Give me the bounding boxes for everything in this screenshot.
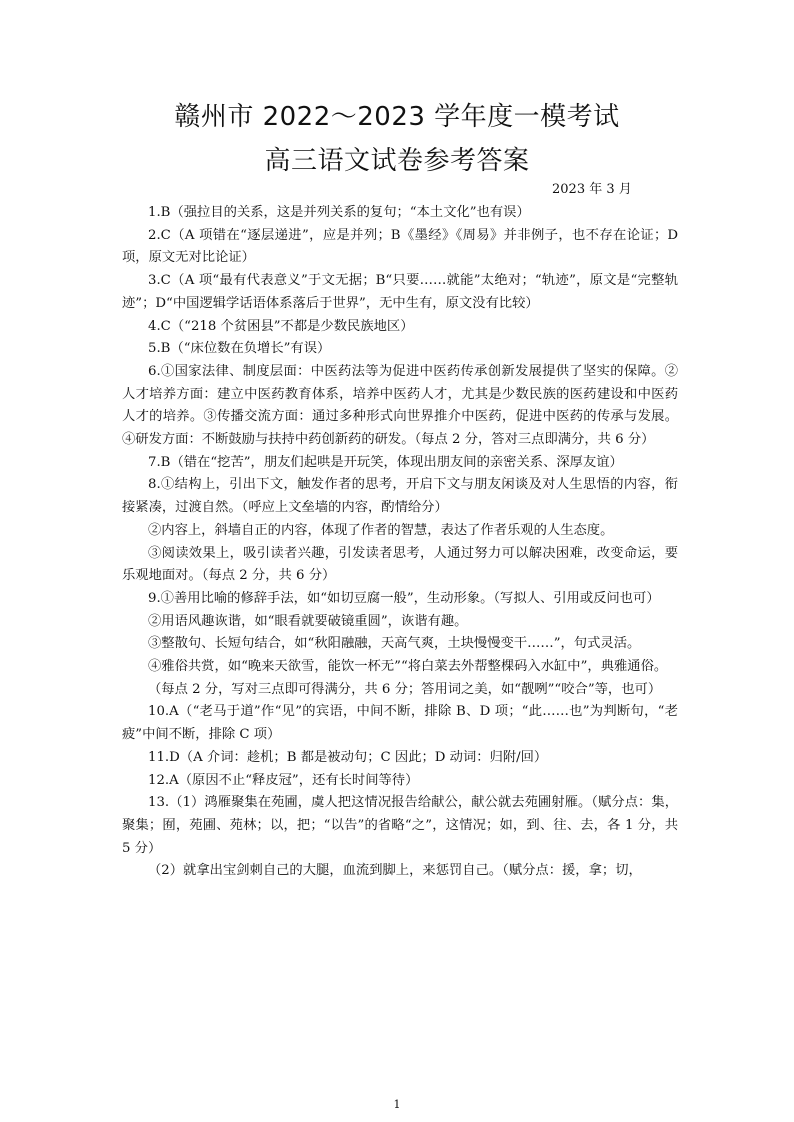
- exam-title: 赣州市 2022～2023 学年度一模考试: [174, 102, 620, 132]
- answer-4: 4.C（“218 个贫困县”不都是少数民族地区）: [148, 318, 414, 334]
- answer-9-scoring: （每点 2 分，写对三点即可得满分，共 6 分；答用词之美，如“靓咧”“咬合”等，也可）: [148, 681, 662, 697]
- answer-8-point-2: ②内容上，斜墙自正的内容，体现了作者的智慧，表达了作者乐观的人生态度。: [148, 522, 614, 538]
- answer-2: 2.C（A 项错在“逐层递进”，应是并列；B《墨经》《周易》并非例子，也不存在论证；D 项，原文无对比论证）: [122, 227, 678, 266]
- answer-key-title: 高三语文试卷参考答案: [264, 146, 530, 176]
- answer-8-point-1: 8.①结构上，引出下文，触发作者的思考，开启下文与朋友闲谈及对人生思悟的内容，衔接紧凑，过渡自然。（呼应上文垒墙的内容，酌情给分）: [122, 477, 678, 516]
- answer-list: [122, 202, 678, 883]
- answer-1: 1.B（强拉目的关系，这是并列关系的复句；“本土文化”也有误）: [148, 205, 530, 220]
- answer-10: 10.A（“老马于道”作“见”的宾语，中间不断，排除 B、D 项；“此……也”为判断句，“老疲”中间不断，排除 C 项）: [122, 704, 678, 743]
- answer-5: 5.B（“床位数在负增长”有误）: [148, 341, 331, 357]
- answer-9-point-4: ④雅俗共赏，如“晚来天欲雪，能饮一杯无”“将白菜去外帮整棵码入水缸中”，典雅通俗。: [148, 659, 668, 675]
- answer-7: 7.B（错在“挖苦”，朋友们起哄是开玩笑，体现出朋友间的亲密关系、深厚友谊）: [148, 454, 623, 470]
- page-number: 1: [393, 1098, 401, 1111]
- answer-6: 6.①国家法律、制度层面：中医药法等为促进中医药传承创新发展提供了坚实的保障。②人才培养方面：建立中医药教育体系，培养中医药人才，尤其是少数民族的医药建设和中医药人才的培养。③传播交流方面：通过多种形式向世界推介中医药，促进中医药的传承与发展。④研发方面：不断鼓励与扶持中药创新药的研发。（每点 2 分，答对三点即满分，共 6 分）: [122, 363, 678, 448]
- answer-9-point-2: ②用语风趣诙谐，如“眼看就要破镜重圆”，诙谐有趣。: [148, 613, 468, 629]
- answer-13-part-2: （2）就拿出宝剑刺自己的大腿，血流到脚上，来惩罚自己。（赋分点：援，拿；切，: [148, 863, 642, 879]
- answer-8-point-3: ③阅读效果上，吸引读者兴趣，引发读者思考，人通过努力可以解决困难，改变命运，要乐观地面对。（每点 2 分，共 6 分）: [122, 545, 678, 584]
- answer-9-point-1: 9.①善用比喻的修辞手法，如“如切豆腐一般”，生动形象。（写拟人、引用或反问也可）: [148, 590, 660, 606]
- date-label: 2023 年 3 月: [552, 182, 632, 197]
- answer-3: 3.C（A 项“最有代表意义”于文无据；B“只要……就能”太绝对；“轨迹”，原文是“完整轨迹”；D“中国逻辑学话语体系落后于世界”，无中生有，原文没有比较）: [122, 273, 678, 311]
- answer-11: 11.D（A 介词：趁机；B 都是被动句；C 因此；D 动词：归附/回）: [148, 749, 548, 765]
- answer-13-part-1: 13.（1）鸿雁聚集在苑圃，虞人把这情况报告给献公，献公就去苑圃射雁。（赋分点：集，聚集；囿，苑圃、苑林；以，把；“以告”的省略“之”，这情况；如，到、往、去，各 1 分，共 5 分）: [122, 795, 678, 856]
- answer-12: 12.A（原因不止“释皮冠”，还有长时间等待）: [148, 772, 419, 788]
- answer-9-point-3: ③整散句、长短句结合，如“秋阳融融，天高气爽，土块慢慢变干……”，句式灵活。: [148, 636, 641, 652]
